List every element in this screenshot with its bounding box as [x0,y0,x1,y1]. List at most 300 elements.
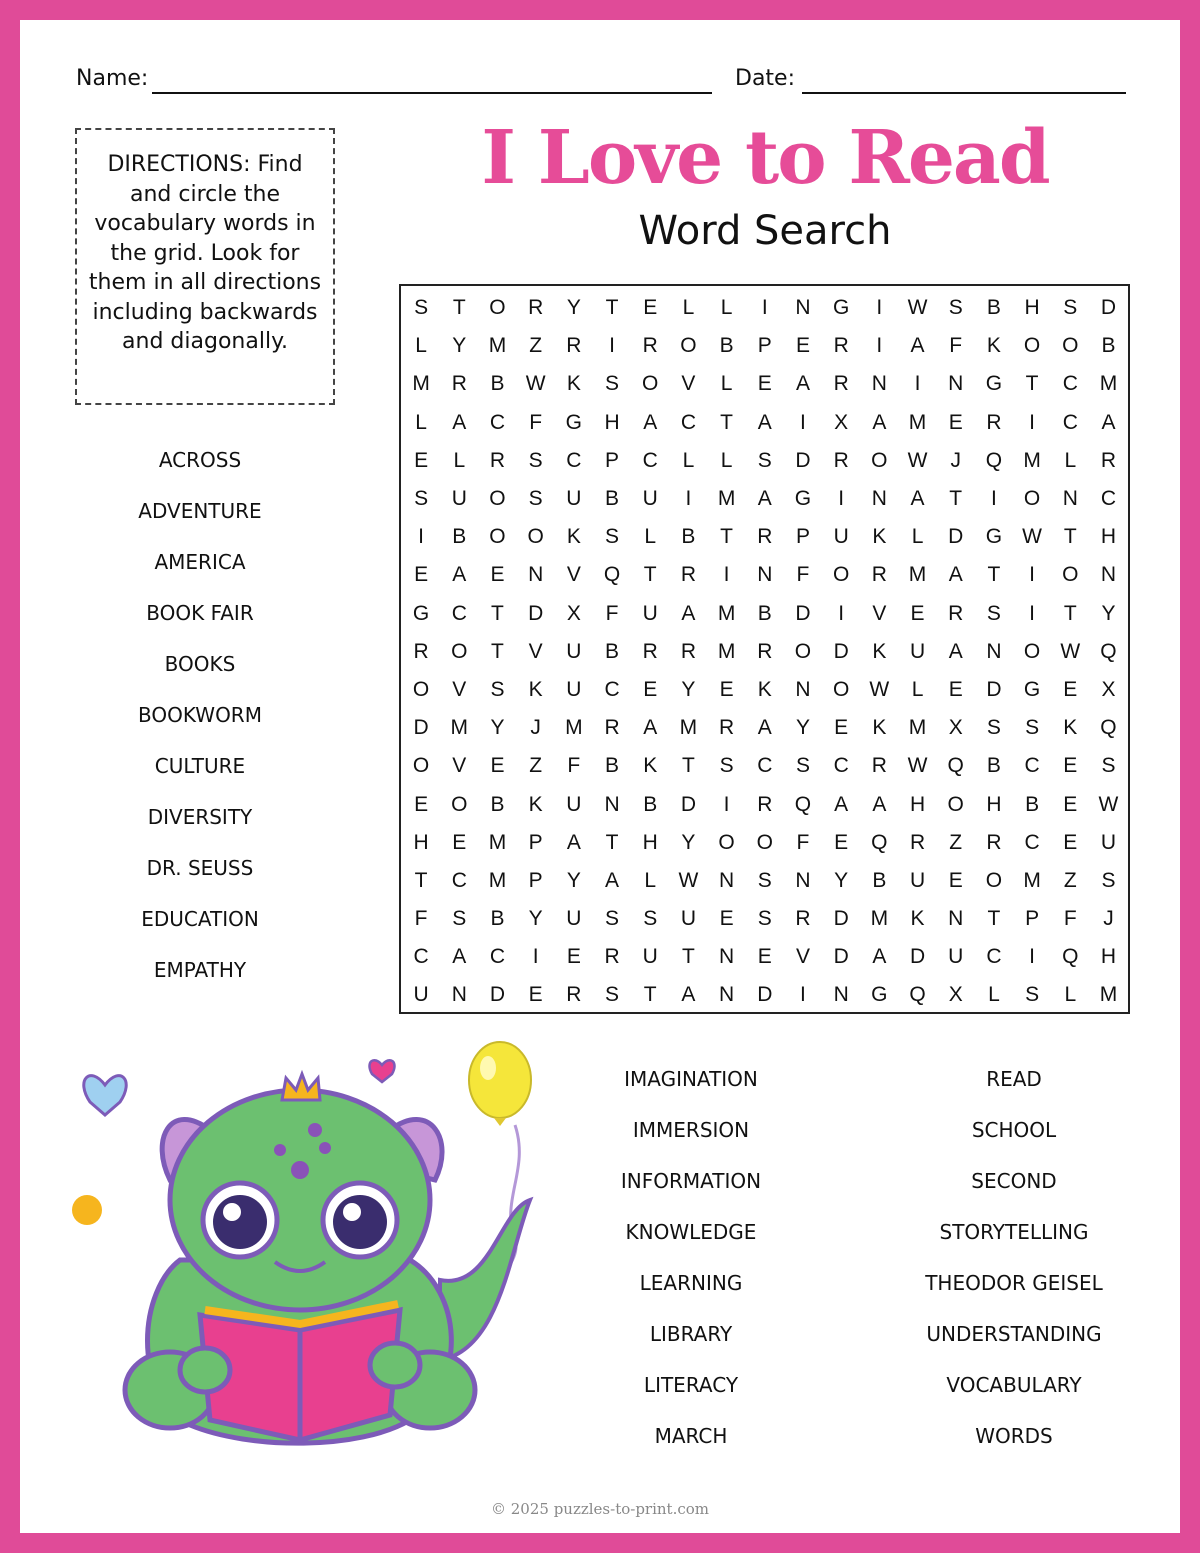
grid-letter[interactable]: C [642,448,658,472]
grid-letter[interactable]: H [604,410,620,434]
grid-letter[interactable]: B [1025,792,1040,816]
grid-letter[interactable]: M [717,639,736,663]
grid-letter[interactable]: B [986,754,1001,778]
grid-letter[interactable]: O [718,830,735,854]
grid-letter[interactable]: S [1025,716,1040,740]
grid-letter[interactable]: V [566,563,581,587]
grid-letter[interactable]: E [1063,792,1078,816]
grid-letter[interactable]: O [489,525,506,549]
grid-letter[interactable]: H [1100,945,1117,969]
grid-letter[interactable]: C [1024,830,1040,854]
grid-letter[interactable]: C [680,410,696,434]
grid-letter[interactable]: O [1023,487,1041,511]
grid-letter[interactable]: L [720,448,733,472]
grid-letter[interactable]: K [1063,716,1078,740]
grid-letter[interactable]: L [682,296,695,320]
grid-letter[interactable]: Z [529,754,543,778]
grid-letter[interactable]: D [528,601,544,625]
grid-letter[interactable]: R [1100,448,1117,472]
grid-letter[interactable]: O [1023,334,1041,358]
grid-letter[interactable]: M [679,716,698,740]
name-field[interactable] [152,92,712,94]
grid-letter[interactable]: O [985,868,1003,892]
grid-letter[interactable]: G [412,601,430,625]
grid-letter[interactable]: O [412,754,430,778]
grid-letter[interactable]: R [833,448,849,472]
grid-letter[interactable]: S [986,601,1001,625]
grid-letter[interactable]: Q [871,830,888,854]
grid-letter[interactable]: N [948,372,964,396]
grid-letter[interactable]: T [605,830,619,854]
grid-letter[interactable]: O [451,639,468,663]
grid-letter[interactable]: O [794,639,812,663]
grid-letter[interactable]: F [567,754,581,778]
grid-letter[interactable]: N [948,907,964,931]
grid-letter[interactable]: I [838,601,845,625]
grid-letter[interactable]: Y [566,296,581,320]
grid-letter[interactable]: F [529,410,543,434]
grid-letter[interactable]: A [872,945,887,969]
grid-letter[interactable]: A [605,868,620,892]
grid-letter[interactable]: A [452,945,467,969]
grid-letter[interactable]: A [948,563,963,587]
grid-letter[interactable]: W [869,677,890,701]
grid-letter[interactable]: D [909,945,926,969]
grid-letter[interactable]: E [948,868,963,892]
grid-letter[interactable]: Z [529,334,543,358]
grid-letter[interactable]: K [528,792,543,816]
grid-letter[interactable]: R [680,563,696,587]
grid-letter[interactable]: C [604,677,620,701]
grid-letter[interactable]: U [566,907,582,931]
grid-letter[interactable]: S [605,907,620,931]
grid-letter[interactable]: D [680,792,696,816]
grid-letter[interactable]: R [757,792,773,816]
grid-letter[interactable]: M [717,487,736,511]
grid-letter[interactable]: S [452,907,467,931]
grid-letter[interactable]: K [986,334,1001,358]
grid-letter[interactable]: M [488,868,507,892]
grid-letter[interactable]: Q [1100,639,1117,663]
grid-letter[interactable]: U [833,525,849,549]
grid-letter[interactable]: B [1101,334,1116,358]
grid-letter[interactable]: A [757,410,772,434]
grid-letter[interactable]: D [757,983,773,1007]
grid-letter[interactable]: A [1101,410,1116,434]
grid-letter[interactable]: I [723,563,730,587]
grid-letter[interactable]: N [1100,563,1117,587]
grid-letter[interactable]: R [413,639,429,663]
grid-letter[interactable]: R [909,830,926,854]
grid-letter[interactable]: H [909,792,926,816]
grid-letter[interactable]: E [834,716,849,740]
grid-letter[interactable]: N [719,868,735,892]
grid-letter[interactable]: L [988,983,1000,1007]
grid-letter[interactable]: S [605,525,620,549]
grid-letter[interactable]: S [528,448,543,472]
grid-letter[interactable]: P [605,448,620,472]
grid-letter[interactable]: N [1062,487,1078,511]
grid-letter[interactable]: U [451,487,467,511]
grid-letter[interactable]: I [609,334,615,358]
grid-letter[interactable]: F [414,907,428,931]
grid-letter[interactable]: O [451,792,468,816]
grid-letter[interactable]: F [796,563,810,587]
grid-letter[interactable]: S [605,983,620,1007]
grid-letter[interactable]: W [907,296,928,320]
grid-letter[interactable]: T [987,907,1001,931]
grid-letter[interactable]: T [414,868,428,892]
grid-letter[interactable]: E [1063,754,1078,778]
grid-letter[interactable]: M [450,716,469,740]
grid-letter[interactable]: G [985,525,1003,549]
grid-letter[interactable]: B [681,525,696,549]
grid-letter[interactable]: R [566,334,582,358]
grid-letter[interactable]: F [796,830,810,854]
grid-letter[interactable]: A [757,716,772,740]
grid-letter[interactable]: A [452,410,467,434]
grid-letter[interactable]: S [490,677,505,701]
grid-letter[interactable]: I [914,372,921,396]
grid-letter[interactable]: U [642,945,658,969]
grid-letter[interactable]: R [642,639,658,663]
grid-letter[interactable]: T [452,296,466,320]
grid-letter[interactable]: O [1062,563,1079,587]
grid-letter[interactable]: K [872,639,887,663]
grid-letter[interactable]: L [415,410,427,434]
grid-letter[interactable]: S [414,296,429,320]
grid-letter[interactable]: B [605,754,620,778]
grid-letter[interactable]: M [565,716,583,740]
grid-letter[interactable]: P [528,868,543,892]
grid-letter[interactable]: O [489,487,506,511]
grid-letter[interactable]: Y [795,716,810,740]
grid-letter[interactable]: V [452,754,467,778]
grid-letter[interactable]: I [876,296,883,320]
grid-letter[interactable]: E [834,830,849,854]
grid-letter[interactable]: C [451,601,467,625]
grid-letter[interactable]: D [795,601,811,625]
grid-letter[interactable]: Q [603,563,621,587]
grid-letter[interactable]: P [1025,907,1040,931]
grid-letter[interactable]: B [490,907,505,931]
grid-letter[interactable]: T [643,563,657,587]
grid-letter[interactable]: E [757,372,772,396]
grid-letter[interactable]: W [1022,525,1042,549]
grid-letter[interactable]: N [833,983,849,1007]
grid-letter[interactable]: U [948,945,964,969]
grid-letter[interactable]: R [489,448,506,472]
grid-letter[interactable]: E [1063,677,1078,701]
grid-letter[interactable]: R [680,639,696,663]
grid-letter[interactable]: M [1023,448,1041,472]
grid-letter[interactable]: B [643,792,658,816]
grid-letter[interactable]: E [757,945,772,969]
grid-letter[interactable]: M [1023,868,1041,892]
grid-letter[interactable]: A [566,830,581,854]
grid-letter[interactable]: O [527,525,544,549]
grid-letter[interactable]: T [681,754,695,778]
grid-letter[interactable]: E [719,907,734,931]
grid-letter[interactable]: S [1025,983,1040,1007]
grid-letter[interactable]: G [871,983,888,1007]
grid-letter[interactable]: X [566,601,581,625]
grid-letter[interactable]: Q [794,792,812,816]
grid-letter[interactable]: D [795,448,811,472]
grid-letter[interactable]: J [1103,907,1114,931]
grid-letter[interactable]: H [1100,525,1117,549]
grid-letter[interactable]: S [757,907,772,931]
grid-letter[interactable]: D [948,525,964,549]
grid-letter[interactable]: S [605,372,620,396]
grid-letter[interactable]: R [451,372,467,396]
grid-letter[interactable]: Q [1100,716,1117,740]
grid-letter[interactable]: I [1029,601,1036,625]
grid-letter[interactable]: B [490,372,505,396]
grid-letter[interactable]: F [605,601,619,625]
grid-letter[interactable]: Y [834,868,849,892]
grid-letter[interactable]: G [565,410,583,434]
grid-letter[interactable]: K [566,372,581,396]
grid-letter[interactable]: V [452,677,467,701]
grid-letter[interactable]: B [452,525,467,549]
grid-letter[interactable]: E [452,830,467,854]
grid-letter[interactable]: L [682,448,695,472]
grid-letter[interactable]: S [1101,754,1116,778]
grid-letter[interactable]: K [643,754,658,778]
grid-letter[interactable]: T [491,601,504,625]
grid-letter[interactable]: H [413,830,429,854]
grid-letter[interactable]: Y [681,830,696,854]
grid-letter[interactable]: A [452,563,467,587]
grid-letter[interactable]: X [834,410,849,434]
grid-letter[interactable]: R [986,410,1002,434]
grid-letter[interactable]: I [761,296,768,320]
grid-letter[interactable]: F [1063,907,1077,931]
grid-letter[interactable]: R [528,296,544,320]
grid-letter[interactable]: M [908,563,927,587]
grid-letter[interactable]: N [795,868,811,892]
grid-letter[interactable]: V [681,372,696,396]
grid-letter[interactable]: N [795,677,811,701]
grid-letter[interactable]: V [872,601,887,625]
grid-letter[interactable]: B [872,868,887,892]
grid-letter[interactable]: U [1100,830,1117,854]
grid-letter[interactable]: E [1063,830,1078,854]
grid-letter[interactable]: T [491,639,504,663]
grid-letter[interactable]: E [414,448,429,472]
grid-letter[interactable]: E [719,677,734,701]
grid-letter[interactable]: O [871,448,888,472]
grid-letter[interactable]: T [643,983,657,1007]
grid-letter[interactable]: S [948,296,963,320]
grid-letter[interactable]: X [948,983,963,1007]
grid-letter[interactable]: E [414,563,429,587]
grid-letter[interactable]: E [795,334,810,358]
grid-letter[interactable]: A [834,792,849,816]
grid-letter[interactable]: B [986,296,1001,320]
grid-letter[interactable]: L [1064,983,1077,1007]
grid-letter[interactable]: U [566,677,582,701]
grid-letter[interactable]: C [413,945,429,969]
grid-letter[interactable]: I [1029,563,1036,587]
grid-letter[interactable]: T [681,945,695,969]
grid-letter[interactable]: P [795,525,810,549]
grid-letter[interactable]: R [833,372,849,396]
grid-letter[interactable]: G [985,372,1003,396]
grid-letter[interactable]: X [948,716,963,740]
grid-letter[interactable]: R [833,334,849,358]
grid-letter[interactable]: E [528,983,543,1007]
grid-letter[interactable]: S [1063,296,1078,320]
grid-letter[interactable]: V [528,639,543,663]
grid-letter[interactable]: L [1064,448,1077,472]
grid-letter[interactable]: W [678,868,699,892]
grid-letter[interactable]: U [413,983,429,1007]
grid-letter[interactable]: E [643,296,658,320]
grid-letter[interactable]: E [910,601,925,625]
grid-letter[interactable]: I [685,487,692,511]
grid-letter[interactable]: W [1060,639,1081,663]
grid-letter[interactable]: K [872,525,887,549]
grid-letter[interactable]: N [871,372,887,396]
grid-letter[interactable]: S [528,487,543,511]
grid-letter[interactable]: G [794,487,812,511]
grid-letter[interactable]: R [948,601,964,625]
grid-letter[interactable]: N [795,296,811,320]
grid-letter[interactable]: U [909,639,926,663]
grid-letter[interactable]: H [642,830,658,854]
grid-letter[interactable]: A [910,487,925,511]
grid-letter[interactable]: M [1099,372,1118,396]
grid-letter[interactable]: Q [909,983,926,1007]
grid-letter[interactable]: N [719,983,735,1007]
grid-letter[interactable]: I [990,487,997,511]
grid-letter[interactable]: K [757,677,772,701]
grid-letter[interactable]: G [1023,677,1041,701]
grid-letter[interactable]: O [1023,639,1041,663]
grid-letter[interactable]: M [717,601,736,625]
grid-letter[interactable]: S [795,754,810,778]
grid-letter[interactable]: J [530,716,541,740]
grid-letter[interactable]: T [949,487,963,511]
grid-letter[interactable]: N [757,563,773,587]
grid-letter[interactable]: D [986,677,1002,701]
grid-letter[interactable]: P [757,334,772,358]
grid-letter[interactable]: B [605,487,620,511]
grid-letter[interactable]: L [644,868,657,892]
grid-letter[interactable]: A [643,410,658,434]
grid-letter[interactable]: T [987,563,1001,587]
grid-letter[interactable]: F [949,334,963,358]
grid-letter[interactable]: R [642,334,658,358]
grid-letter[interactable]: C [757,754,773,778]
grid-letter[interactable]: W [1098,792,1119,816]
grid-letter[interactable]: A [681,601,696,625]
grid-letter[interactable]: U [680,907,696,931]
grid-letter[interactable]: C [1062,410,1078,434]
grid-letter[interactable]: M [1099,983,1118,1007]
grid-letter[interactable]: B [490,792,505,816]
grid-letter[interactable]: O [412,677,430,701]
grid-letter[interactable]: C [986,945,1002,969]
grid-letter[interactable]: Y [681,677,696,701]
grid-letter[interactable]: A [795,372,810,396]
grid-letter[interactable]: B [757,601,772,625]
grid-letter[interactable]: L [911,525,924,549]
grid-letter[interactable]: D [1100,296,1117,320]
grid-letter[interactable]: N [871,487,887,511]
grid-letter[interactable]: D [833,907,849,931]
grid-letter[interactable]: E [490,754,505,778]
grid-letter[interactable]: L [644,525,657,549]
grid-letter[interactable]: S [414,487,429,511]
grid-letter[interactable]: U [642,601,658,625]
grid-letter[interactable]: L [453,448,466,472]
grid-letter[interactable]: Y [490,716,505,740]
grid-letter[interactable]: E [643,677,658,701]
grid-letter[interactable]: R [871,754,887,778]
grid-letter[interactable]: I [532,945,539,969]
grid-letter[interactable]: K [528,677,543,701]
grid-letter[interactable]: I [838,487,845,511]
grid-letter[interactable]: C [833,754,849,778]
grid-letter[interactable]: T [720,525,733,549]
grid-letter[interactable]: M [908,716,927,740]
grid-letter[interactable]: R [986,830,1002,854]
grid-letter[interactable]: U [909,868,926,892]
grid-letter[interactable]: U [566,487,582,511]
grid-letter[interactable]: O [756,830,773,854]
grid-letter[interactable]: T [1063,525,1077,549]
grid-letter[interactable]: Y [452,334,467,358]
grid-letter[interactable]: O [947,792,964,816]
grid-letter[interactable]: D [833,639,849,663]
grid-letter[interactable]: C [451,868,467,892]
grid-letter[interactable]: T [1063,601,1077,625]
grid-letter[interactable]: O [680,334,697,358]
grid-letter[interactable]: O [642,372,659,396]
grid-letter[interactable]: E [566,945,581,969]
grid-letter[interactable]: E [490,563,505,587]
grid-letter[interactable]: W [907,448,928,472]
grid-letter[interactable]: M [908,410,927,434]
grid-letter[interactable]: U [642,487,658,511]
grid-letter[interactable]: R [757,525,773,549]
grid-letter[interactable]: K [910,907,925,931]
grid-letter[interactable]: D [833,945,849,969]
grid-letter[interactable]: C [1062,372,1078,396]
grid-letter[interactable]: E [948,410,963,434]
grid-letter[interactable]: Z [949,830,963,854]
grid-letter[interactable]: M [488,334,507,358]
grid-letter[interactable]: R [604,945,620,969]
grid-letter[interactable]: Q [985,448,1003,472]
grid-letter[interactable]: Q [947,754,964,778]
grid-letter[interactable]: T [720,410,733,434]
grid-letter[interactable]: S [719,754,734,778]
grid-letter[interactable]: E [948,677,963,701]
grid-letter[interactable]: I [418,525,425,549]
grid-letter[interactable]: Y [566,868,581,892]
grid-letter[interactable]: W [525,372,546,396]
grid-letter[interactable]: W [907,754,928,778]
grid-letter[interactable]: K [872,716,887,740]
grid-letter[interactable]: S [1101,868,1116,892]
grid-letter[interactable]: M [488,830,507,854]
grid-letter[interactable]: N [719,945,735,969]
grid-letter[interactable]: N [986,639,1002,663]
